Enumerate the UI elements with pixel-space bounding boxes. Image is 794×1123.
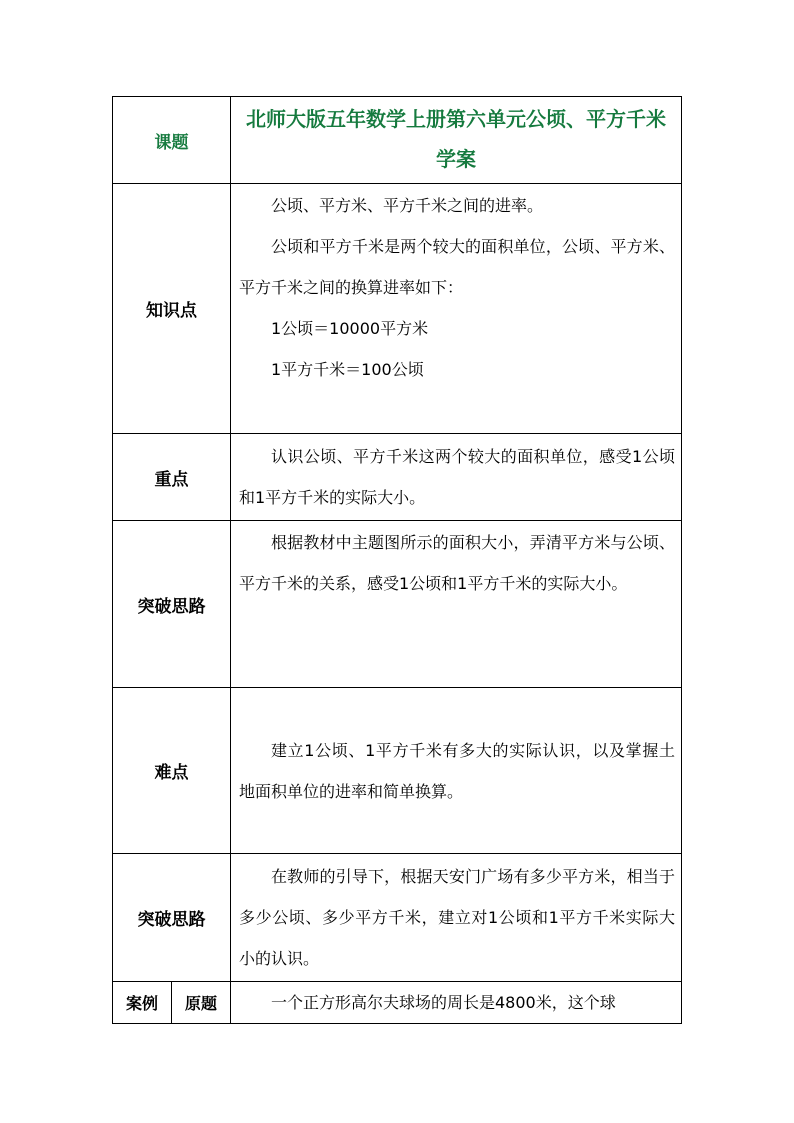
title-row (113, 97, 682, 184)
difficulty-label: 难点 (113, 688, 231, 854)
lesson-plan-table-wrapper (112, 96, 681, 1024)
difficulty-text: 建立1公顷、1平方千米有多大的实际认识，以及掌握土地面积单位的进率和简单换算。 (239, 740, 675, 801)
knowledge-label: 知识点 (113, 184, 231, 434)
case-row (113, 982, 682, 1024)
document-title: 北师大版五年数学上册第六单元公顷、平方千米学案 (231, 97, 682, 184)
approach2-text: 在教师的引导下，根据天安门广场有多少平方米，相当于多少公顷、多少平方千米，建立对1公顷和1平方千米实际大小的认识。 (239, 867, 675, 968)
case-content (231, 982, 682, 1024)
key-point-content (231, 434, 682, 521)
lesson-plan-table (112, 96, 682, 1024)
key-point-text: 认识公顷、平方千米这两个较大的面积单位，感受1公顷和1平方千米的实际大小。 (239, 447, 675, 507)
knowledge-content (231, 184, 682, 434)
key-point-label: 重点 (113, 434, 231, 521)
approach2-label: 突破思路 (113, 854, 231, 982)
case-label: 案例 (113, 982, 172, 1024)
difficulty-row (113, 688, 682, 854)
knowledge-row (113, 184, 682, 434)
case-sub-label: 原题 (172, 982, 231, 1024)
knowledge-paragraph: 公顷、平方米、平方千米之间的进率。 (271, 196, 544, 215)
approach2-content (231, 854, 682, 982)
knowledge-formula: 1平方千米＝100公顷 (271, 360, 424, 379)
title-label: 课题 (113, 97, 231, 184)
approach1-content (231, 521, 682, 688)
approach1-text: 根据教材中主题图所示的面积大小，弄清平方米与公顷、平方千米的关系，感受1公顷和1平方千米的实际大小。 (239, 533, 675, 593)
knowledge-formula: 1公顷＝10000平方米 (271, 319, 429, 338)
case-text: 一个正方形高尔夫球场的周长是4800米，这个球 (271, 993, 616, 1012)
difficulty-content (231, 688, 682, 854)
key-point-row (113, 434, 682, 521)
knowledge-paragraph: 公顷和平方千米是两个较大的面积单位，公顷、平方米、平方千米之间的换算进率如下： (239, 237, 675, 297)
approach1-row (113, 521, 682, 688)
approach1-label: 突破思路 (113, 521, 231, 688)
approach2-row (113, 854, 682, 982)
